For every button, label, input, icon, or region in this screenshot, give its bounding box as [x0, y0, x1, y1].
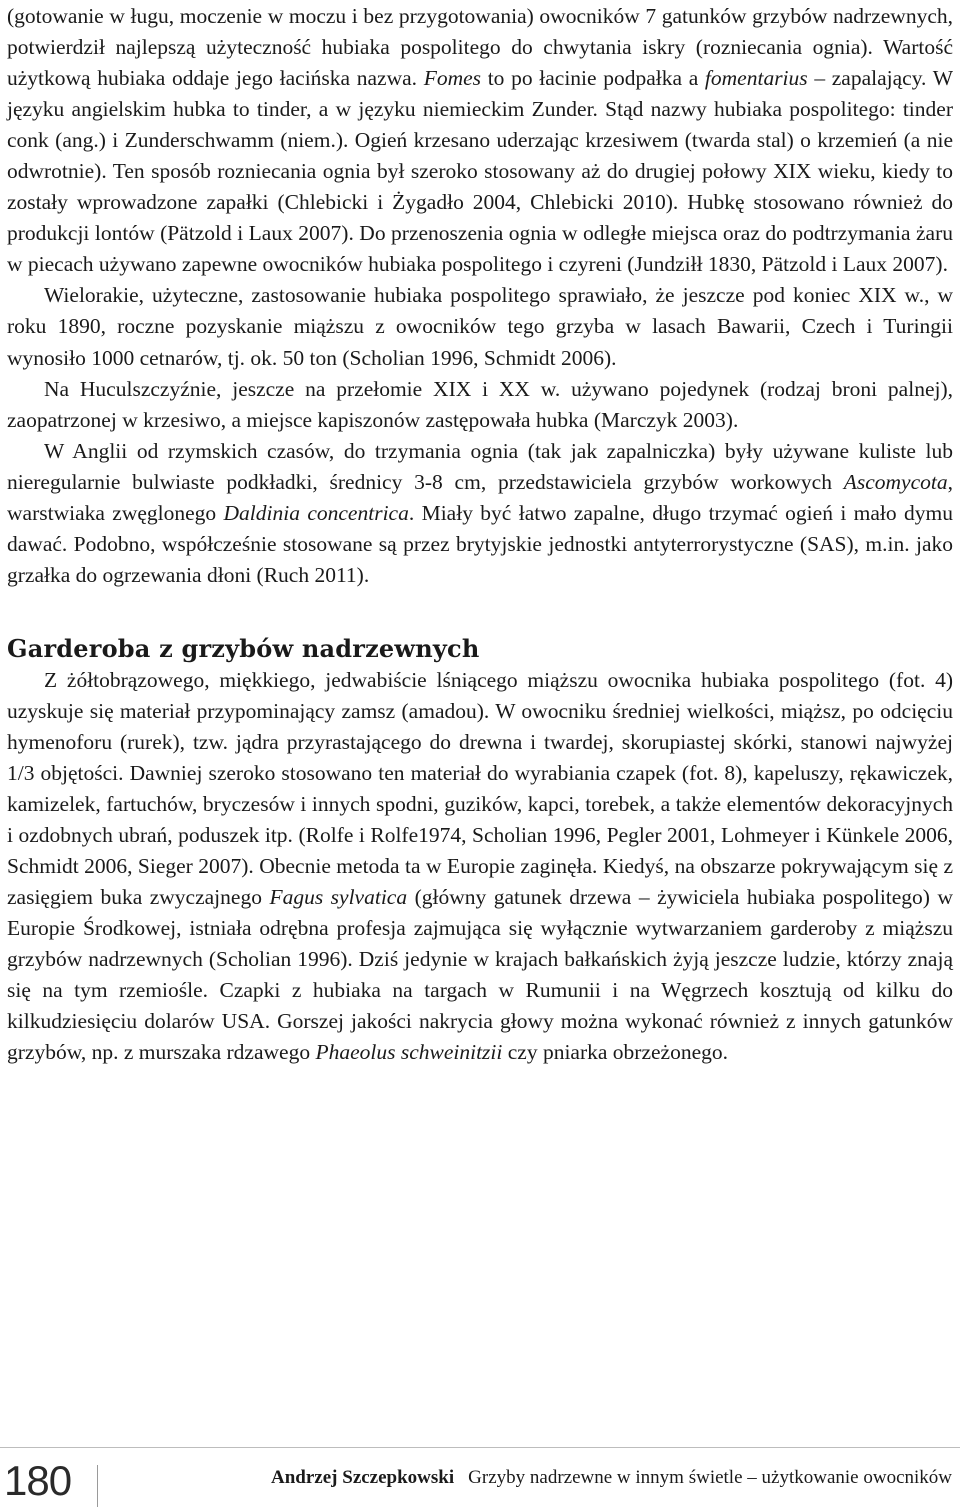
text-run: czy pniarka obrzeżonego. — [502, 1040, 729, 1065]
latin-term-phaeolus: Phaeolus schweinitzii — [315, 1040, 503, 1065]
paragraph-england — [7, 436, 953, 591]
latin-term-ascomycota: Ascomycota — [843, 469, 948, 494]
text-run: W Anglii od rzymskich czasów, do trzymania ognia (tak jak zapalniczka) były używane kuliste lub nieregularnie bulwiaste podkładki, średnicy 3-8 cm, przedstawiciela grzybów workowych — [7, 438, 953, 494]
text-run: (gotowanie w ługu, moczenie w moczu i bez przygotowania) owocników 7 gatunków grzybów nadrzewnych, potwierdził najlepszą użyteczność hubiaka pospolitego do chwytania iskry (rozniecania ognia). Wartość użytkową hubiaka oddaje jego łacińska nazwa. — [7, 4, 953, 91]
footer-author: Andrzej Szczepkowski — [271, 1467, 455, 1488]
text-run: . Miały być łatwo zapalne, długo trzymać ogień i mało dymu dawać. Podobno, współcześnie stosowane są przez brytyjskie jednostki antyterrorystyczne (SAS), m.in. jako grzałka do ogrzewania dłoni (Ruch 2011). — [7, 500, 953, 587]
paragraph-ignition-history — [7, 0, 953, 280]
page-number: 180 — [4, 1457, 72, 1504]
text-run: to po łacinie podpałka a — [481, 66, 705, 91]
latin-term-fomentarius: fomentarius — [704, 66, 808, 91]
running-footer — [271, 1466, 952, 1490]
text-run: (główny gatunek drzewa – żywiciela hubiaka pospolitego) w Europie Środkowej, istniała odrębna profesja zajmująca się wyłącznie wytwarzaniem garderoby z miąższu grzybów nadrzewnych (Scholian 1996). Dziś jedynie w krajach bałkańskich żyją jeszcze ludzie, którzy znają się na tym rzemiośle. Czapki z hubiaka na targach w Rumunii i na Węgrzech kosztują od kilku do kilkudziesięciu dolarów USA. Gorszej jakości nakrycia głowy można wykonać również z innych gatunków grzybów, np. z murszaka rdzawego — [7, 885, 953, 1065]
section-heading: Garderoba z grzybów nadrzewnych — [7, 633, 480, 663]
paragraph-garderoba — [7, 665, 953, 1069]
latin-term-daldinia: Daldinia concentrica — [223, 500, 409, 525]
footer-title: Grzyby nadrzewne w innym świetle – użytkowanie owocników — [468, 1467, 952, 1488]
text-run: – zapalający. W języku angielskim hubka to tinder, a w języku niemieckim Zunder. Stąd nazwy hubiaka pospolitego: tinder conk (ang.) i Zunderschwamm (niem.). Ogień krzesano uderzając krzesiwem (twarda stal) o krzemień (a nie odwrotnie). Ten sposób rozniecania ognia był szeroko stosowany aż do drugiej połowy XIX wieku, kiedy to zostały wprowadzone zapałki (Chlebicki i Żygadło 2004, Chlebicki 2010). Hubkę stosowano również do produkcji lontów (Pätzold i Laux 2007). Do przenoszenia ognia w odległe miejsca oraz do podtrzymania żaru w piecach używano zapewne owocników hubiaka pospolitego i czyreni (Jundziłł 1830, Pätzold i Laux 2007). — [7, 66, 953, 277]
paragraph-huculszczyzna: Na Huculszczyźnie, jeszcze na przełomie XIX i XX w. używano pojedynek (rodzaj broni palnej), zaopatrzonej w krzesiwo, a miejsce kapiszonów zastępowała hubka (Marczyk 2003). — [7, 376, 953, 432]
paragraph-harvest-volume: Wielorakie, użyteczne, zastosowanie hubiaka pospolitego sprawiało, że jeszcze pod koniec XIX w., w roku 1890, roczne pozyskanie miąższu z owocników tego grzyba w lasach Bawarii, Czech i Turingii wynosiło 1000 cetnarów, tj. ok. 50 ton (Scholian 1996, Schmidt 2006). — [7, 283, 953, 370]
latin-term-fomes: Fomes — [423, 66, 482, 91]
footer-vertical-divider — [97, 1465, 98, 1507]
page-body — [7, 0, 953, 1069]
text-run: Z żółtobrązowego, miękkiego, jedwabiście lśniącego miąższu owocnika hubiaka pospolitego (fot. 4) uzyskuje się materiał przypominający zamsz (amadou). W owocniku średniej wielkości, miąższ, po odcięciu hymenoforu (rurek), tzw. jądra przyrastającego do drewna i twardej, skorupiastej skórki, stanowi najwyżej 1/3 objętości. Dawniej szeroko stosowano ten materiał do wyrabiania czapek (fot. 8), kapeluszy, rękawiczek, kamizelek, fartuchów, bryczesów i innych spodni, guzików, kapci, torebek, a także elementów dekoracyjnych i ozdobnych ubrań, poduszek itp. (Rolfe i Rolfe1974, Scholian 1996, Pegler 2001, Lohmeyer i Künkele 2006, Schmidt 2006, Sieger 2007). Obecnie metoda ta w Europie zaginęła. Kiedyś, na obszarze pokrywającym się z zasięgiem buka zwyczajnego — [7, 667, 953, 910]
text-run: , warstwiaka zwęglonego — [7, 469, 953, 525]
footer-divider — [0, 1447, 960, 1448]
latin-term-fagus: Fagus sylvatica — [269, 885, 408, 910]
